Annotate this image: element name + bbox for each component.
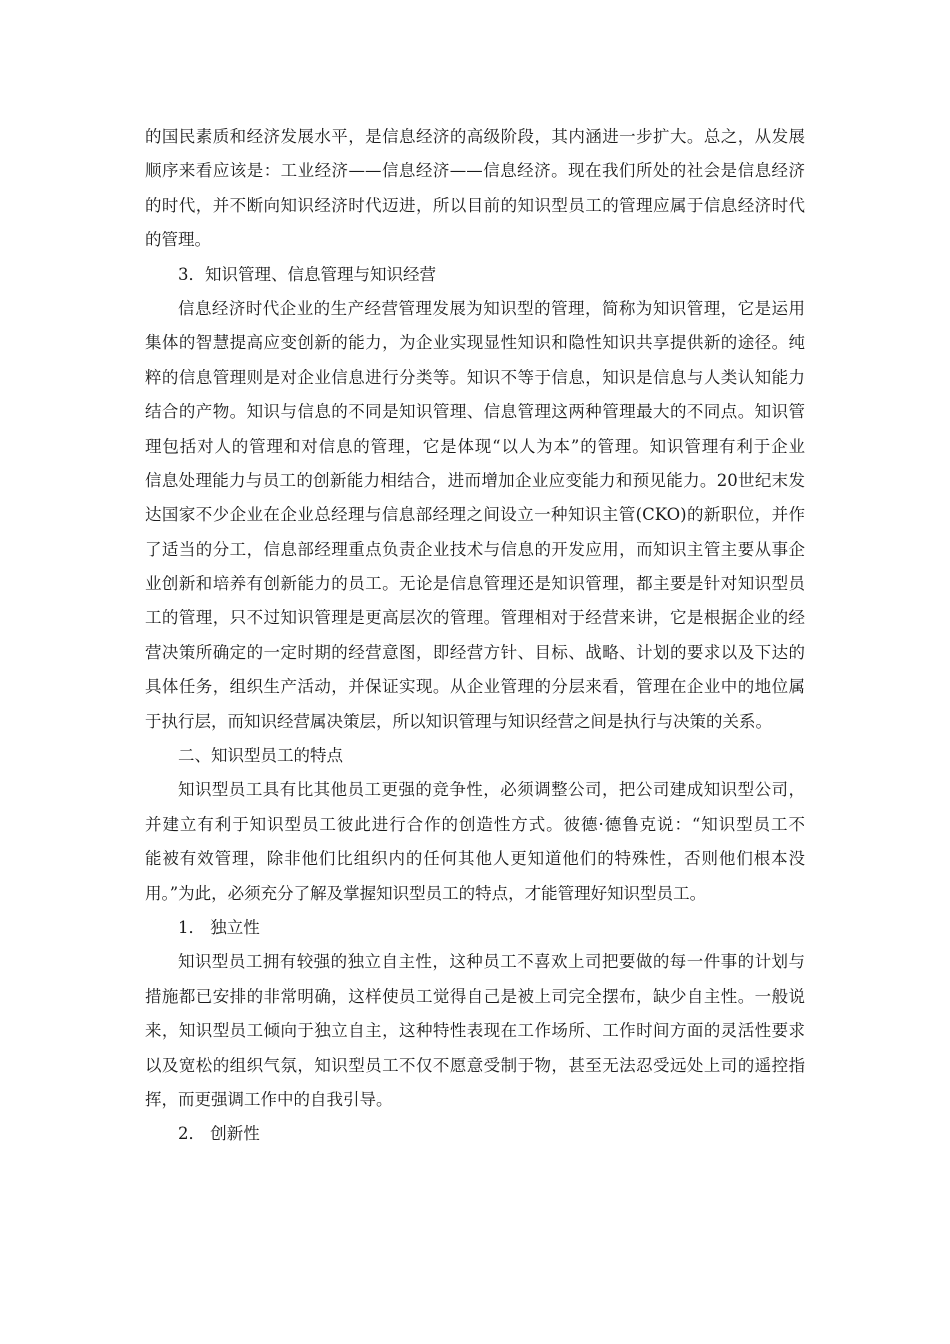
text-line: 的国民素质和经济发展水平，是信息经济的高级阶段，其内涵进一步扩大。总之，从发展 [145,127,805,146]
text-line: 于执行层，而知识经营属决策层，所以知识管理与知识经营之间是执行与决策的关系。 [145,711,772,731]
text-line: 以及宽松的组织气氛，知识型员工不仅不愿意受制于物，甚至无法忍受远处上司的遥控指 [145,1055,805,1075]
section-heading-independence: 1． 独立性 [178,917,260,937]
section-heading-innovation: 2． 创新性 [178,1124,260,1144]
text-line: 知识型员工拥有较强的独立自主性，这种员工不喜欢上司把要做的每一件事的计划与 [178,952,805,972]
section-heading-employee-traits: 二、知识型员工的特点 [178,746,343,766]
paragraph-independence [145,945,805,1117]
paragraph-employee-traits [145,773,805,911]
text-line: 并建立有利于知识型员工彼此进行合作的创造性方式。彼德·德鲁克说：“知识型员工不 [145,814,805,834]
text-line: 结合的产物。知识与信息的不同是知识管理、信息管理这两种管理最大的不同点。知识管 [145,402,805,422]
text-line: 达国家不少企业在企业总经理与信息部经理之间设立一种知识主管(CKO)的新职位，并作 [145,505,805,525]
text-line: 来，知识型员工倾向于独立自主，这种特性表现在工作场所、工作时间方面的灵活性要求 [145,1021,805,1041]
text-line: 用。”为此，必须充分了解及掌握知识型员工的特点，才能管理好知识型员工。 [145,883,707,903]
text-line: 的管理。 [145,230,211,250]
paragraph-economy-order [145,120,805,258]
text-line: 业创新和培养有创新能力的员工。无论是信息管理还是知识管理，都主要是针对知识型员 [145,574,805,594]
text-line: 理包括对人的管理和对信息的管理，它是体现“以人为本”的管理。知识管理有利于企业 [145,436,805,456]
text-line: 措施都已安排的非常明确，这样使员工觉得自己是被上司完全摆布，缺少自主性。一般说 [145,986,805,1006]
text-line: 挥，而更强调工作中的自我引导。 [145,1089,393,1109]
text-line: 集体的智慧提高应变创新的能力，为企业实现显性知识和隐性知识共享提供新的途径。纯 [145,333,805,353]
text-line: 的时代，并不断向知识经济时代迈进，所以目前的知识型员工的管理应属于信息经济时代 [145,195,805,215]
text-line: 粹的信息管理则是对企业信息进行分类等。知识不等于信息，知识是信息与人类认知能力 [145,367,805,387]
document-body [145,120,805,1152]
text-line: 具体任务，组织生产活动，并保证实现。从企业管理的分层来看，管理在企业中的地位属 [145,677,805,697]
text-line: 营决策所确定的一定时期的经营意图，即经营方针、目标、战略、计划的要求以及下达的 [145,642,805,662]
text-line: 顺序来看应该是：工业经济——信息经济——信息经济。现在我们所处的社会是信息经济 [145,161,805,181]
text-line: 了适当的分工，信息部经理重点负责企业技术与信息的开发应用，而知识主管主要从事企 [145,539,805,559]
text-line: 能被有效管理，除非他们比组织内的任何其他人更知道他们的特殊性，否则他们根本没 [145,849,805,869]
section-heading-knowledge-management: 3．知识管理、信息管理与知识经营 [178,264,436,284]
text-line: 信息处理能力与员工的创新能力相结合，进而增加企业应变能力和预见能力。20世纪末发 [145,470,805,490]
text-line: 知识型员工具有比其他员工更强的竞争性，必须调整公司，把公司建成知识型公司， [178,780,805,800]
text-line: 工的管理，只不过知识管理是更高层次的管理。管理相对于经营来讲，它是根据企业的经 [145,608,805,628]
text-line: 信息经济时代企业的生产经营管理发展为知识型的管理，简称为知识管理，它是运用 [178,298,805,318]
paragraph-knowledge-management [145,292,805,739]
